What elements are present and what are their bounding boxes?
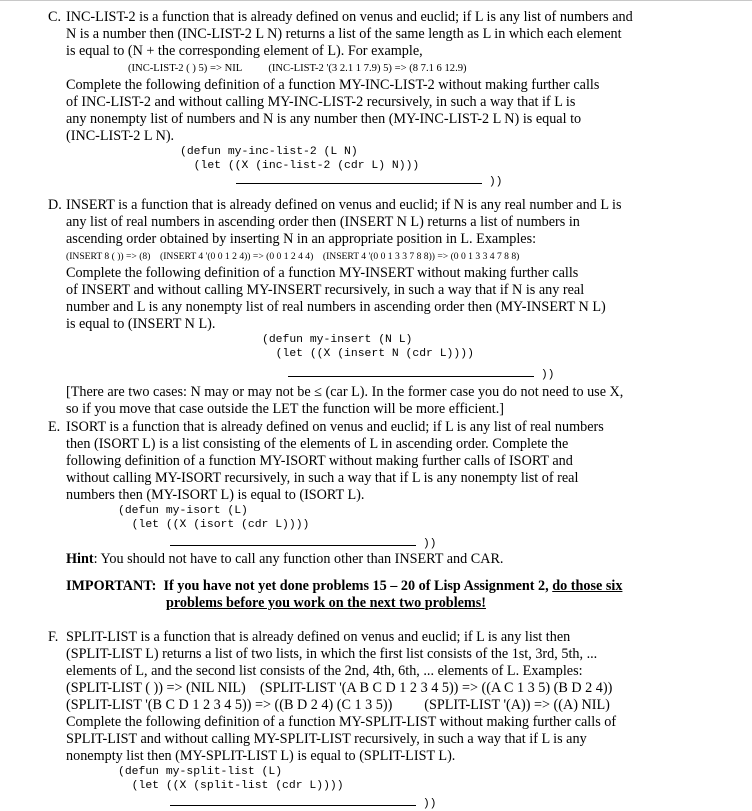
code-line: (defun my-split-list (L) bbox=[118, 766, 283, 778]
problem-d-note: [There are two cases: N may or may not be ≤ (car L). In the former case you do not need to use X, bbox=[66, 384, 624, 400]
code-line: (let ((X (inc-list-2 (cdr L) N))) bbox=[180, 160, 420, 172]
problem-f-line: elements of L, and the second list consists of the 2nd, 4th, 6th, ... elements of L. Examples: bbox=[66, 663, 583, 679]
code-closing: )) bbox=[488, 176, 503, 188]
answer-blank bbox=[170, 535, 416, 546]
problem-f-body: Complete the following definition of a function MY-SPLIT-LIST without making further calls of bbox=[66, 714, 617, 730]
answer-blank bbox=[170, 795, 416, 806]
problem-f-line: SPLIT-LIST is a function that is already defined on venus and euclid; if L is any list then bbox=[66, 629, 571, 645]
hint-text: : You should not have to call any function other than INSERT and CAR. bbox=[93, 551, 504, 567]
problem-c-line: INC-LIST-2 is a function that is already defined on venus and euclid; if L is any list of numbers and bbox=[66, 9, 633, 25]
problem-c bbox=[48, 9, 738, 189]
code-closing: )) bbox=[422, 798, 437, 810]
problem-e-line: following definition of a function MY-ISORT without making further calls of ISORT and bbox=[66, 453, 573, 469]
problem-c-line: N is a number then (INC-LIST-2 L N) returns a list of the same length as L in which each element bbox=[66, 26, 622, 42]
problem-d-note: so if you move that case outside the LET the function will be more efficient.] bbox=[66, 401, 504, 417]
code-line: (let ((X (split-list (cdr L)))) bbox=[118, 780, 344, 792]
answer-blank bbox=[288, 366, 534, 377]
problem-d-line: ascending order obtained by inserting N in an appropriate position in L. Examples: bbox=[66, 231, 537, 247]
problem-e-line: ISORT is a function that is already defined on venus and euclid; if L is any list of real numbers bbox=[66, 419, 604, 435]
problem-d-body: of INSERT and without calling MY-INSERT recursively, in such a way that if N is any real bbox=[66, 282, 585, 298]
problem-d-examples: (INSERT 8 ( )) => (8) (INSERT 4 '(0 0 1 2 4)) => (0 0 1 2 4 4) (INSERT 4 '(0 0 1 3 3 7 8 8)) => (0 0 1 3 3 4 7 8 8) bbox=[66, 251, 520, 262]
problem-f bbox=[48, 629, 738, 811]
problem-d bbox=[48, 197, 738, 418]
problem-d-body: number and L is any nonempty list of real numbers in ascending order then (MY-INSERT N L) bbox=[66, 299, 606, 315]
problem-c-examples: (INC-LIST-2 ( ) 5) => NIL (INC-LIST-2 '(3 2.1 1 7.9) 5) => (8 7.1 6 12.9) bbox=[128, 63, 467, 74]
problem-c-body: Complete the following definition of a function MY-INC-LIST-2 without making further calls bbox=[66, 77, 600, 93]
problem-f-body: SPLIT-LIST and without calling MY-SPLIT-LIST recursively, in such a way that if L is any bbox=[66, 731, 587, 747]
problem-d-line: INSERT is a function that is already defined on venus and euclid; if N is any real number and L is bbox=[66, 197, 622, 213]
problem-d-label: D. bbox=[48, 197, 62, 213]
problem-c-label: C. bbox=[48, 9, 62, 25]
problem-e-line: then (ISORT L) is a list consisting of the elements of L in ascending order. Complete the bbox=[66, 436, 569, 452]
problem-e-label: E. bbox=[48, 419, 61, 435]
code-closing: )) bbox=[540, 369, 555, 381]
code-line: (defun my-isort (L) bbox=[118, 505, 248, 517]
code-line: (let ((X (insert N (cdr L)))) bbox=[262, 348, 474, 360]
problem-d-body: is equal to (INSERT N L). bbox=[66, 316, 216, 332]
problem-d-line: any list of real numbers in ascending order then (INSERT N L) returns a list of numbers in bbox=[66, 214, 580, 230]
answer-blank bbox=[236, 173, 482, 184]
problem-e-line: without calling MY-ISORT recursively, in such a way that if L is any nonempty list of real bbox=[66, 470, 579, 486]
important-emphasis: do those six bbox=[552, 578, 623, 594]
problem-f-line: (SPLIT-LIST L) returns a list of two lists, in which the first list consists of the 1st, 3rd, 5th, ... bbox=[66, 646, 598, 662]
important-label: IMPORTANT: bbox=[66, 578, 157, 594]
hint-label: Hint bbox=[66, 551, 94, 567]
problem-e bbox=[48, 419, 738, 568]
important-text: If you have not yet done problems 15 – 20 of Lisp Assignment 2, bbox=[163, 578, 553, 594]
problem-c-body: any nonempty list of numbers and N is any number then (MY-INC-LIST-2 L N) is equal to bbox=[66, 111, 582, 127]
problem-c-body: (INC-LIST-2 L N). bbox=[66, 128, 175, 144]
problem-c-body: of INC-LIST-2 and without calling MY-INC-LIST-2 recursively, in such a way that if L is bbox=[66, 94, 576, 110]
code-line: (defun my-inc-list-2 (L N) bbox=[180, 146, 358, 158]
problem-c-line: is equal to (N + the corresponding element of L). For example, bbox=[66, 43, 423, 59]
problem-f-label: F. bbox=[48, 629, 59, 645]
important-notice bbox=[66, 578, 622, 612]
problem-f-body: nonempty list then (MY-SPLIT-LIST L) is equal to (SPLIT-LIST L). bbox=[66, 748, 456, 764]
problem-f-examples: (SPLIT-LIST '(B C D 1 2 3 4 5)) => ((B D 2 4) (C 1 3 5)) (SPLIT-LIST '(A)) => ((A) NIL) bbox=[66, 697, 610, 713]
problem-d-body: Complete the following definition of a function MY-INSERT without making further calls bbox=[66, 265, 579, 281]
code-closing: )) bbox=[422, 538, 437, 550]
code-line: (let ((X (isort (cdr L)))) bbox=[118, 519, 310, 531]
problem-f-examples: (SPLIT-LIST ( )) => (NIL NIL) (SPLIT-LIST '(A B C D 1 2 3 4 5)) => ((A C 1 3 5) (B D 2 4)) bbox=[66, 680, 613, 696]
code-line: (defun my-insert (N L) bbox=[262, 334, 413, 346]
important-emphasis-line: problems before you work on the next two problems! bbox=[166, 595, 487, 611]
top-border bbox=[0, 0, 752, 1]
problem-e-line: numbers then (MY-ISORT L) is equal to (ISORT L). bbox=[66, 487, 365, 503]
